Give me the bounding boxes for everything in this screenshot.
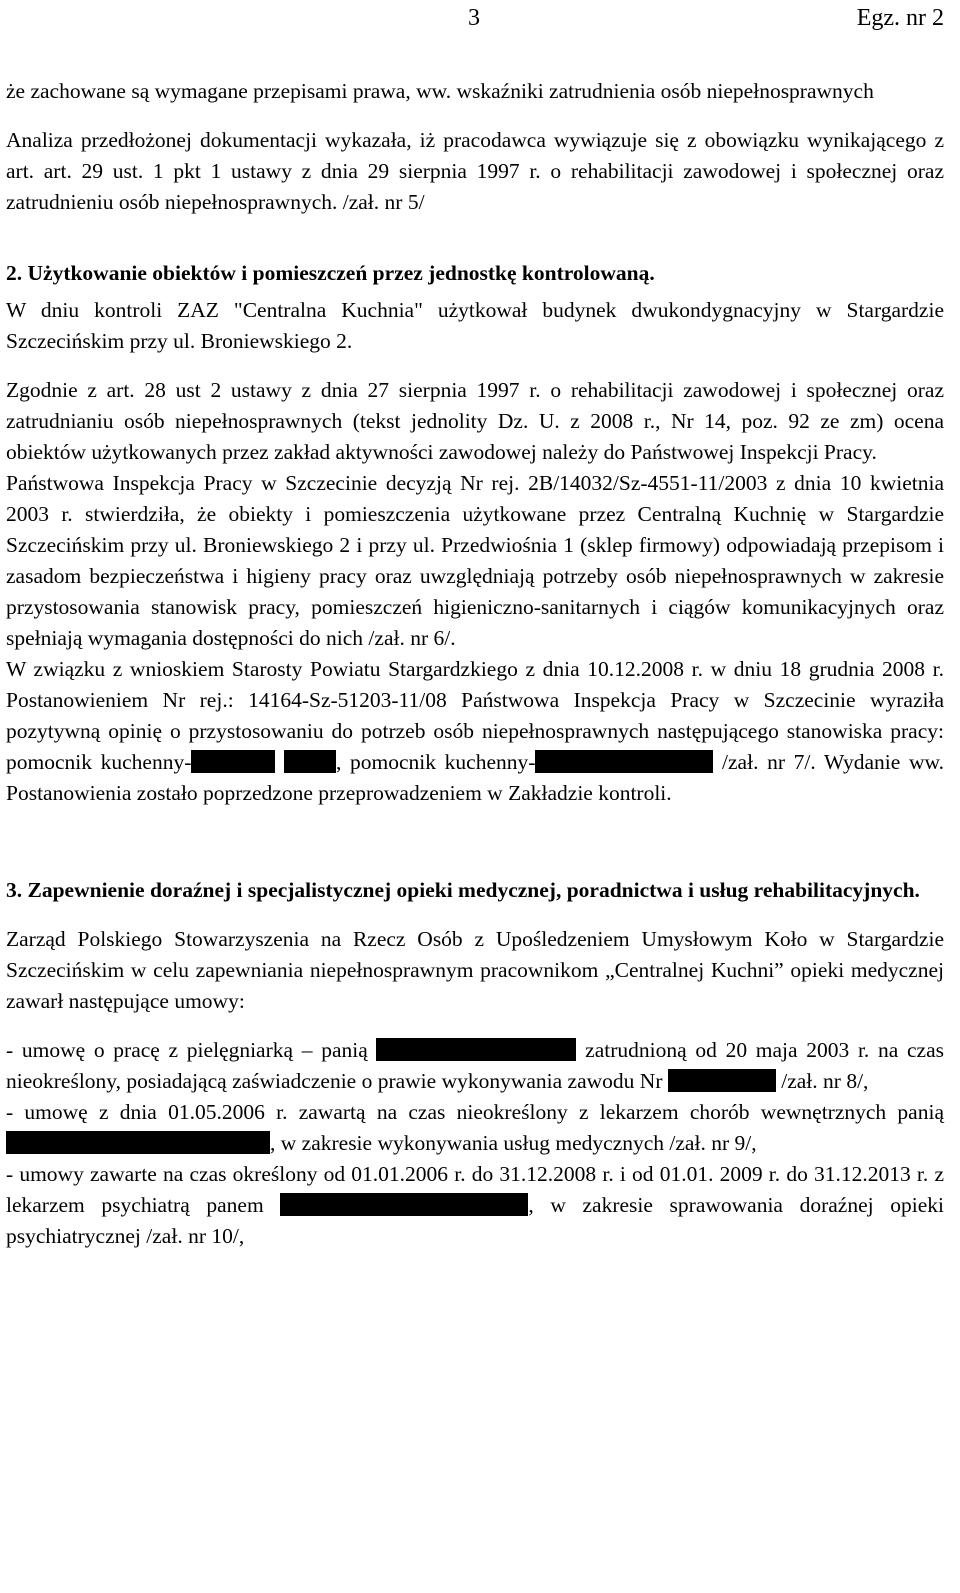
redaction-box — [6, 1131, 270, 1154]
document-page — [6, 0, 944, 1593]
paragraph-workplace-opinion — [6, 654, 944, 809]
redaction-box — [191, 750, 275, 773]
redaction-box — [376, 1038, 576, 1061]
paragraph-documentation-analysis: Analiza przedłożonej dokumentacji wykazała, iż pracodawca wywiązuje się z obowiązku wynikającego z art. art. 29 ust. 1 pkt 1 ustawy z dnia 29 sierpnia 1997 r. o rehabilitacji zawodowej i społecznej oraz zatrudnieniu osób niepełnosprawnych. /zał. nr 5/ — [6, 128, 944, 214]
paragraph-building-use: W dniu kontroli ZAZ "Centralna Kuchnia" użytkował budynek dwukondygnacyjny w Stargardzie Szczecińskim przy ul. Broniewskiego 2. — [6, 298, 944, 353]
list-item-internist-contract-part-2: , w zakresie wykonywania usług medycznych /zał. nr 9/, — [270, 1131, 757, 1155]
list-item-internist-contract — [6, 1097, 944, 1159]
paragraph-workplace-opinion-part-2: , pomocnik kuchenny- — [336, 750, 536, 774]
list-item-nurse-contract-part-1: - umowę o pracę z pielęgniarką – panią — [6, 1038, 377, 1062]
list-item-psychiatrist-contracts-part-2: , w zakresie sprawowania doraźnej opieki psychiatrycznej /zał. nr 10/, — [6, 1193, 944, 1248]
section-heading-3: 3. Zapewnienie doraźnej i specjalistycznej opieki medycznej, poradnictwa i usług rehabilitacyjnych. — [6, 878, 920, 902]
redaction-box — [668, 1069, 776, 1092]
paragraph-workplace-opinion-part-1: W związku z wnioskiem Starosty Powiatu Stargardzkiego z dnia 10.12.2008 r. w dniu 18 grudnia 2008 r. Postanowieniem Nr rej.: 14164-Sz-51203-11/08 Państwowa Inspekcja Pracy w Szczecinie wyraziła pozytywną opinię o przystosowaniu do potrzeb osób niepełnosprawnych następującego stanowiska pracy: pomocnik kuchenny- — [6, 657, 944, 774]
list-item-nurse-contract-part-2: zatrudnioną od 20 maja 2003 r. na czas nieokreślony, posiadającą zaświadczenie o prawie wykonywania zawodu Nr — [6, 1038, 944, 1093]
copy-number-label: Egz. nr 2 — [856, 5, 944, 31]
list-item-nurse-contract — [6, 1035, 944, 1097]
redaction-box — [280, 1193, 528, 1216]
paragraph-employment-indicators: że zachowane są wymagane przepisami prawa, ww. wskaźniki zatrudnienia osób niepełnosprawnych — [6, 79, 874, 103]
paragraph-medical-care-agreements: Zarząd Polskiego Stowarzyszenia na Rzecz Osób z Upośledzeniem Umysłowym Koło w Stargardzie Szczecińskim w celu zapewniania niepełnosprawnym pracownikom „Centralnej Kuchni” opieki medycznej zawarł następujące umowy: — [6, 927, 944, 1013]
redaction-box — [284, 750, 336, 773]
section-heading-2: 2. Użytkowanie obiektów i pomieszczeń przez jednostkę kontrolowaną. — [6, 261, 655, 285]
page-number: 3 — [468, 5, 480, 31]
paragraph-legal-basis: Zgodnie z art. 28 ust 2 ustawy z dnia 27 sierpnia 1997 r. o rehabilitacji zawodowej i społecznej oraz zatrudnianiu osób niepełnosprawnych (tekst jednolity Dz. U. z 2008 r., Nr 14, poz. 92 ze zm) ocena obiektów użytkowanych przez zakład aktywności zawodowej należy do Państwowej Inspekcji Pracy. — [6, 378, 944, 464]
list-item-psychiatrist-contracts — [6, 1159, 944, 1252]
list-item-internist-contract-part-1: - umowę z dnia 01.05.2006 r. zawartą na czas nieokreślony z lekarzem chorób wewnętrznych panią — [6, 1100, 944, 1124]
paragraph-workplace-opinion-part-3: /zał. nr 7/. Wydanie ww. Postanowienia zostało poprzedzone przeprowadzeniem w Zakładzie kontroli. — [6, 750, 944, 805]
page-header — [6, 0, 944, 40]
document-body — [6, 76, 944, 1252]
paragraph-labour-inspection-decision: Państwowa Inspekcja Pracy w Szczecinie decyzją Nr rej. 2B/14032/Sz-4551-11/2003 z dnia 10 kwietnia 2003 r. stwierdziła, że obiekty i pomieszczenia użytkowane przez Centralną Kuchnię w Stargardzie Szczecińskim przy ul. Broniewskiego 2 i przy ul. Przedwiośnia 1 (sklep firmowy) odpowiadają przepisom i zasadom bezpieczeństwa i higieny pracy oraz uwzględniają potrzeby osób niepełnosprawnych w zakresie przystosowania stanowisk pracy, pomieszczeń higieniczno-sanitarnych i ciągów komunikacyjnych oraz spełniają wymagania dostępności do nich /zał. nr 6/. — [6, 471, 944, 650]
redaction-box — [535, 750, 713, 773]
list-item-nurse-contract-part-3: /zał. nr 8/, — [775, 1069, 869, 1093]
list-item-psychiatrist-contracts-part-1: - umowy zawarte na czas określony od 01.01.2006 r. do 31.12.2008 r. i od 01.01. 2009 r. do 31.12.2013 r. z lekarzem psychiatrą panem — [6, 1162, 944, 1217]
